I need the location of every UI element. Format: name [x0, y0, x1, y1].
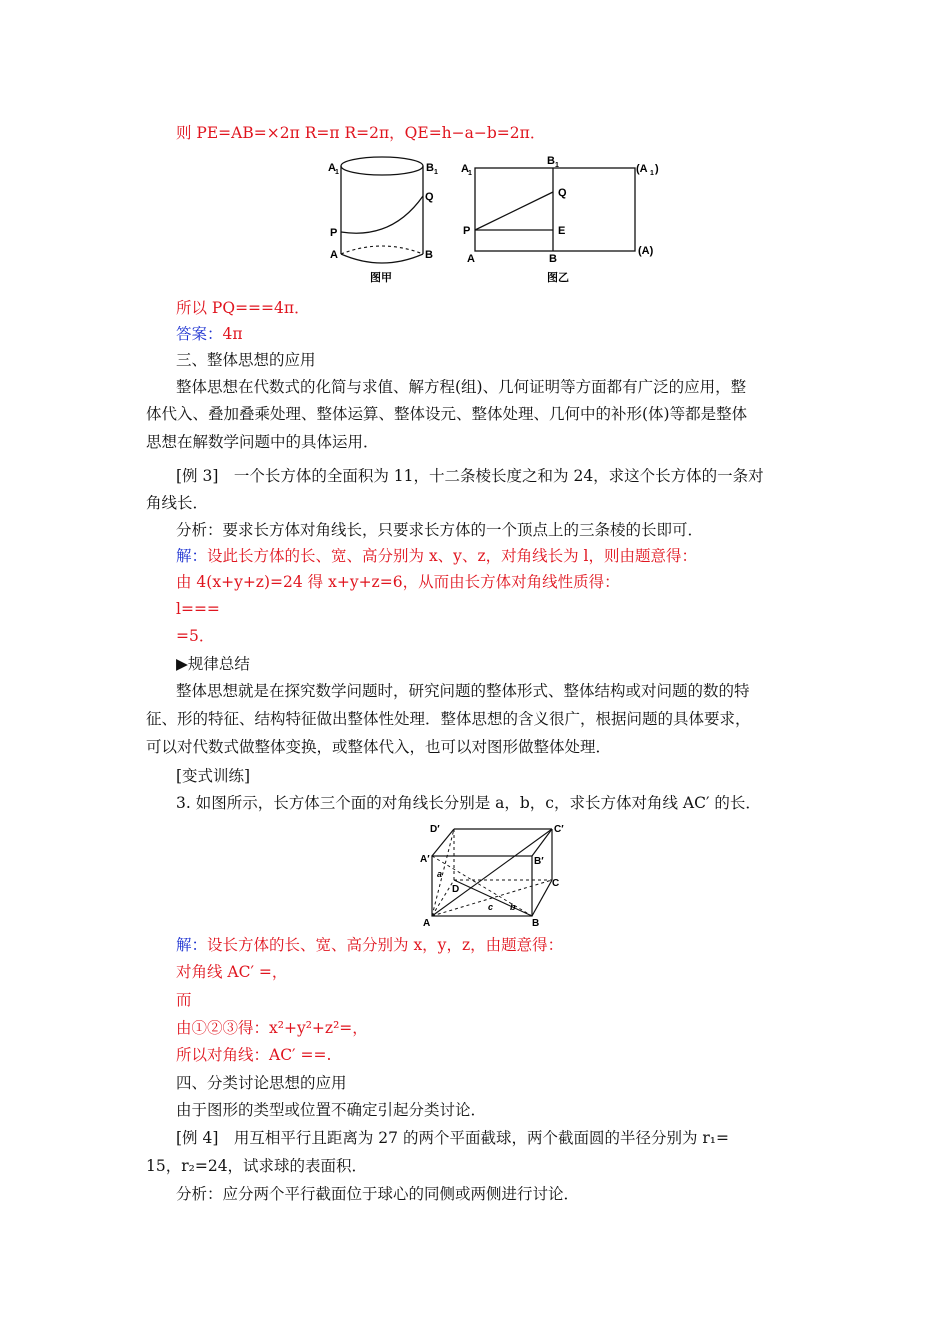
- svg-text:c: c: [488, 902, 494, 912]
- example3-line-2: 角线长．: [146, 494, 209, 512]
- svg-text:1: 1: [335, 169, 339, 176]
- svg-text:P: P: [463, 225, 471, 237]
- exercise3-solution-3: 而: [176, 991, 192, 1009]
- summary-line-3: 可以对代数式做整体变换，或整体代入，也可以对图形做整体处理．: [146, 738, 612, 756]
- section3-heading: 三、整体思想的应用: [176, 351, 316, 369]
- variant-title: [变式训练]: [176, 767, 251, 785]
- section3-intro-2: 体代入、叠加叠乘处理、整体运算、整体设元、整体处理、几何中的补形(体)等都是整体: [146, 405, 748, 423]
- exercise3-solution-5: 所以对角线：AC′ ==.: [176, 1046, 332, 1064]
- derivation-line-2: 所以 PQ===4π．: [176, 299, 310, 317]
- svg-text:C′: C′: [554, 824, 564, 835]
- svg-text:(A): (A): [638, 245, 654, 257]
- svg-text:B: B: [547, 155, 555, 167]
- svg-text:Q: Q: [425, 191, 434, 203]
- solution-label: 解：: [176, 547, 208, 565]
- fig-right-caption: 图乙: [547, 272, 569, 284]
- answer-line: [176, 324, 243, 344]
- exercise3-solution-4: 由①②③得：x²+y²+z²=，: [176, 1019, 368, 1037]
- svg-text:a: a: [437, 869, 443, 879]
- svg-text:A: A: [330, 249, 338, 261]
- svg-text:P: P: [330, 227, 338, 239]
- fig-left-caption: 图甲: [370, 272, 392, 284]
- exercise-3: 3. 如图所示，长方体三个面的对角线长分别是 a，b，c，求长方体对角线 AC′ 的长．: [176, 794, 761, 812]
- example3-solution-3: l===: [176, 600, 220, 618]
- cuboid-figure: [420, 820, 568, 928]
- svg-text:D′: D′: [430, 824, 440, 835]
- svg-text:1: 1: [468, 170, 472, 177]
- example4-line-2: 15，r₂=24，试求球的表面积．: [146, 1157, 368, 1175]
- svg-text:A: A: [467, 253, 475, 265]
- svg-text:A: A: [423, 918, 431, 928]
- answer-label: 答案：: [176, 325, 223, 343]
- svg-text:B: B: [425, 249, 433, 261]
- answer-value: 4π: [222, 325, 243, 343]
- svg-text:E: E: [558, 225, 566, 237]
- exercise-solution-text: 设长方体的长、宽、高分别为 x，y，z，由题意得：: [207, 936, 564, 954]
- exercise3-solution-1: [176, 935, 563, 955]
- exercise3-solution-2: 对角线 AC′ =，: [176, 963, 288, 981]
- svg-text:B: B: [532, 918, 540, 928]
- svg-text:B: B: [549, 253, 557, 265]
- svg-text:1: 1: [434, 169, 438, 176]
- section3-intro-3: 思想在解数学问题中的具体运用．: [146, 433, 379, 451]
- svg-text:1: 1: [650, 170, 654, 177]
- cylinder-figure: [322, 150, 442, 285]
- svg-text:B: B: [426, 162, 434, 174]
- example3-analysis: 分析：要求长方体对角线长，只要求长方体的一个顶点上的三条棱的长即可．: [176, 521, 704, 539]
- summary-title: 规律总结: [187, 655, 250, 673]
- example3-solution-4: =5．: [176, 627, 215, 645]
- triangle-bullet-icon: ▶: [176, 655, 188, 673]
- svg-text:Q: Q: [558, 187, 567, 199]
- derivation-line-1: 则 PE=AB=×2π R=π R=2π，QE=h−a−b=2π．: [176, 124, 546, 142]
- svg-text:D: D: [452, 884, 460, 895]
- section4-heading: 四、分类讨论思想的应用: [176, 1074, 347, 1092]
- svg-text:A: A: [328, 162, 336, 174]
- example3-line-1: [例 3] 一个长方体的全面积为 11，十二条棱长度之和为 24，求这个长方体的一条对: [176, 467, 764, 485]
- svg-text:(A: (A: [636, 163, 648, 175]
- example3-solution-1: [176, 546, 697, 566]
- unrolled-figure: [458, 150, 668, 285]
- exercise-solution-label: 解：: [176, 936, 208, 954]
- summary-line-2: 征、形的特征、结构特征做出整体性处理．整体思想的含义很广，根据问题的具体要求，: [146, 710, 751, 728]
- svg-text:A: A: [461, 163, 469, 175]
- solution-text-1: 设此长方体的长、宽、高分别为 x、y、z，对角线长为 l，则由题意得：: [207, 547, 697, 565]
- svg-text:A′: A′: [420, 854, 430, 865]
- example4-line-1: [例 4] 用互相平行且距离为 27 的两个平面截球，两个截面圆的半径分别为 r₁=: [176, 1129, 729, 1147]
- section3-intro-1: 整体思想在代数式的化简与求值、解方程(组)、几何证明等方面都有广泛的应用，整: [176, 378, 747, 396]
- summary-title-row: [176, 654, 250, 674]
- svg-text:b: b: [510, 902, 516, 912]
- example3-solution-2: 由 4(x+y+z)=24 得 x+y+z=6，从而由长方体对角线性质得：: [176, 573, 620, 591]
- svg-text:C: C: [552, 878, 560, 889]
- svg-text:): ): [655, 163, 659, 175]
- section4-intro: 由于图形的类型或位置不确定引起分类讨论．: [176, 1101, 487, 1119]
- svg-text:B′: B′: [534, 856, 544, 867]
- svg-text:1: 1: [555, 162, 559, 169]
- example4-analysis: 分析：应分两个平行截面位于球心的同侧或两侧进行讨论．: [176, 1185, 580, 1203]
- summary-line-1: 整体思想就是在探究数学问题时，研究问题的整体形式、整体结构或对问题的数的特: [176, 682, 750, 700]
